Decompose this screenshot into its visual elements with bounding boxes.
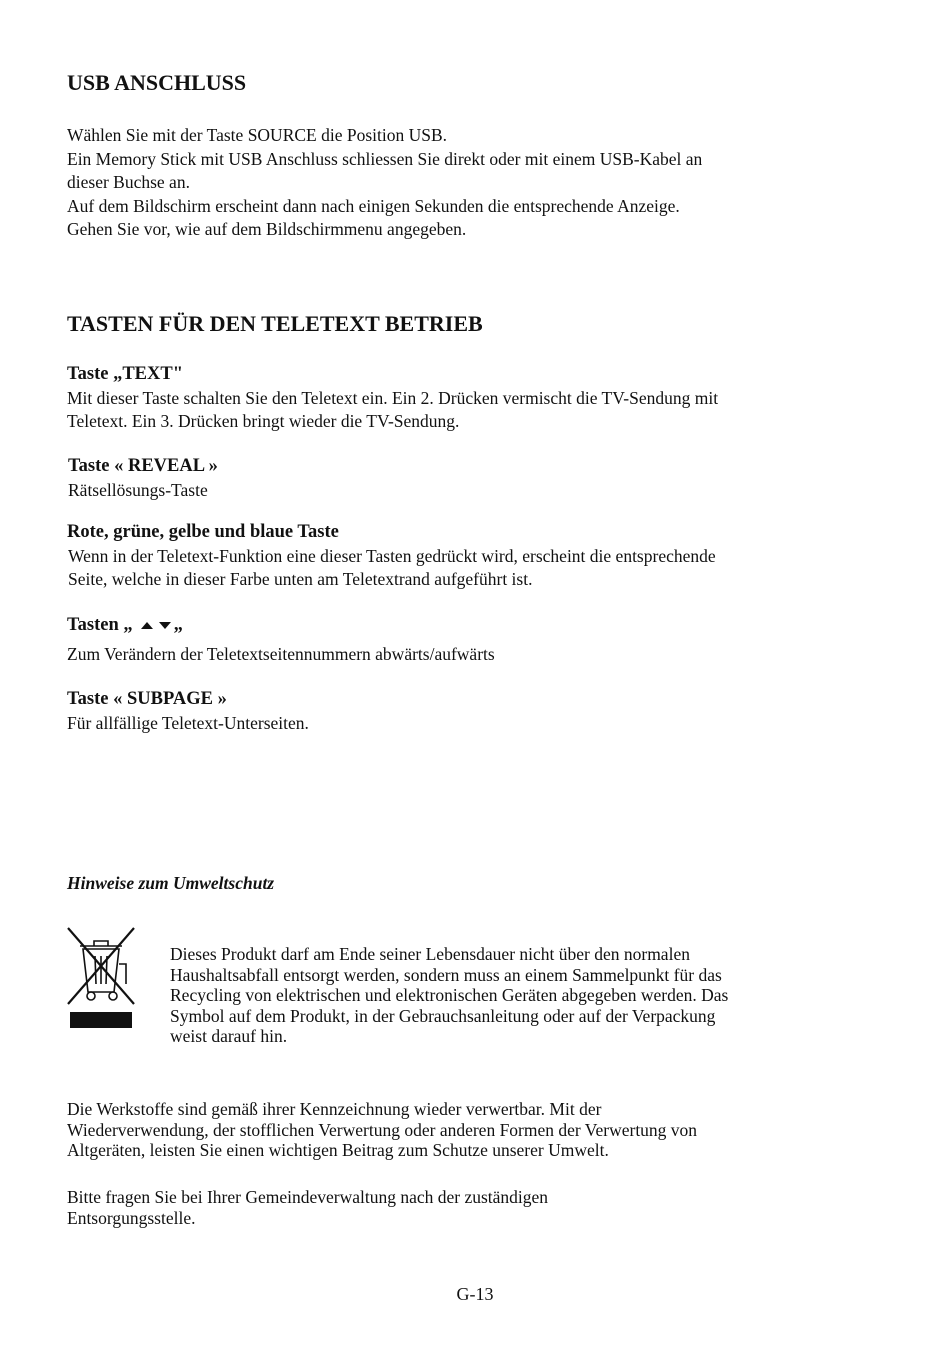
recycling-paragraph [67,1099,847,1161]
arrows-block [67,614,847,666]
usb-line: dieser Buchse an. [67,172,190,192]
environment-paragraph [170,944,850,1047]
text-key-line: Teletext. Ein 3. Drücken bringt wieder die TV-Sendung. [67,411,460,431]
arrow-down-icon [159,622,171,629]
weee-crossed-bin-icon [64,924,138,1034]
disposal-line: Entsorgungsstelle. [67,1207,196,1228]
reveal-block [68,455,848,502]
environment-line: Haushaltsabfall entsorgt werden, sondern muss an einem Sammelpunkt für das [170,964,722,985]
reveal-line: Rätsellösungs-Taste [68,479,208,500]
subpage-title: Taste « SUBPAGE » [67,689,227,709]
recycling-line: Die Werkstoffe sind gemäß ihrer Kennzeichnung wieder verwertbar. Mit der [67,1099,602,1119]
text-key-line: Mit dieser Taste schalten Sie den Teletext ein. Ein 2. Drücken vermischt die TV-Sendung mit [67,387,719,408]
arrows-title-prefix: Tasten „ [67,615,133,635]
arrows-title-suffix: „ [173,615,183,635]
usb-line: Gehen Sie vor, wie auf dem Bildschirmmenu angegeben. [67,219,467,239]
subpage-block [67,688,847,735]
arrow-up-icon [141,622,153,629]
color-keys-line: Seite, welche in dieser Farbe unten am Teletextrand aufgeführt ist. [68,569,533,589]
recycling-line: Wiederverwendung, der stofflichen Verwertung oder anderen Formen der Verwertung von [67,1119,698,1140]
usb-paragraph [67,124,847,242]
arrows-title [67,614,847,638]
environment-line: Dieses Produkt darf am Ende seiner Lebensdauer nicht über den normalen [170,944,690,964]
environment-heading: Hinweise zum Umweltschutz [67,873,275,893]
disposal-paragraph [67,1187,847,1228]
color-keys-line: Wenn in der Teletext-Funktion eine dieser Tasten gedrückt wird, erscheint die entsprechende [68,545,716,566]
environment-line: Symbol auf dem Produkt, in der Gebrauchsanleitung oder auf der Verpackung [170,1005,716,1026]
usb-line: Auf dem Bildschirm erscheint dann nach einigen Sekunden die entsprechende Anzeige. [67,195,680,216]
color-keys-block [67,521,847,592]
environment-line: Recycling von elektrischen und elektronischen Geräten abgegeben werden. Das [170,985,729,1005]
text-key-block [67,363,847,434]
subpage-line: Für allfällige Teletext-Unterseiten. [67,712,309,733]
recycling-line: Altgeräten, leisten Sie einen wichtigen Beitrag zum Schutze unserer Umwelt. [67,1140,609,1160]
reveal-title: Taste « REVEAL » [68,456,218,476]
usb-heading: USB ANSCHLUSS [67,70,247,95]
color-keys-title: Rote, grüne, gelbe und blaue Taste [67,522,339,542]
disposal-line: Bitte fragen Sie bei Ihrer Gemeindeverwaltung nach der zuständigen [67,1187,549,1207]
usb-line: Ein Memory Stick mit USB Anschluss schliessen Sie direkt oder mit einem USB-Kabel an [67,148,703,169]
usb-line: Wählen Sie mit der Taste SOURCE die Position USB. [67,125,448,145]
teletext-heading: TASTEN FÜR DEN TELETEXT BETRIEB [67,311,483,336]
environment-line: weist darauf hin. [170,1026,288,1046]
page-number: G-13 [456,1284,494,1304]
text-key-title: Taste „TEXT" [67,364,183,384]
arrows-line: Zum Verändern der Teletextseitennummern abwärts/aufwärts [67,643,495,664]
